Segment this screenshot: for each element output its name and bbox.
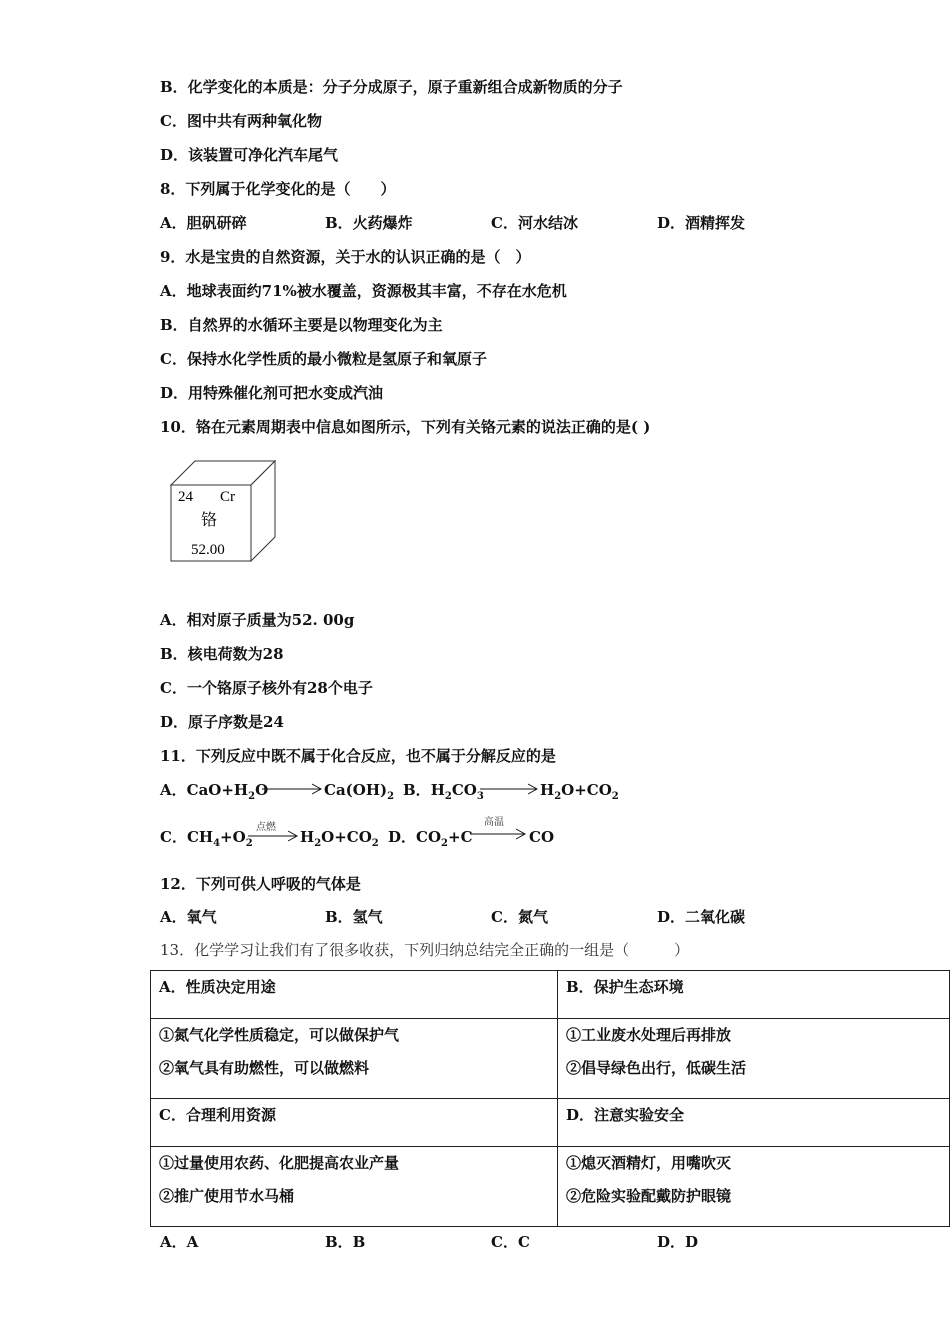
q10-option-a: A．相对原子质量为52. 00g [160,611,355,629]
q10-stem: 10．铬在元素周期表中信息如图所示，下列有关铬元素的说法正确的是( ) [160,418,651,436]
condition-ignite: 点燃 [256,822,276,833]
q8-option-a: A．胆矾研碎 [160,214,247,232]
q9-option-a: A．地球表面约71%被水覆盖，资源极其丰富，不存在水危机 [160,282,567,300]
q8-option-b: B．火药爆炸 [325,214,413,232]
table-cell-a-body: ①氮气化学性质稳定，可以做保护气 ②氧气具有助燃性，可以做燃料 [151,1019,558,1099]
q9-option-b: B．自然界的水循环主要是以物理变化为主 [160,316,443,334]
reaction-arrow-icon [262,782,324,796]
q9-option-d: D．用特殊催化剂可把水变成汽油 [160,384,384,402]
table-cell-b-body: ①工业废水处理后再排放 ②倡导绿色出行，低碳生活 [558,1019,950,1099]
q7-option-c: C．图中共有两种氧化物 [160,112,322,130]
q13-summary-table [150,970,950,1227]
element-card-chromium [170,460,276,562]
q7-option-b: B．化学变化的本质是：分子分成原子，原子重新组合成新物质的分子 [160,78,623,96]
reaction-arrow-icon [248,829,300,843]
q9-stem: 9．水是宝贵的自然资源，关于水的认识正确的是（ ） [160,248,531,266]
table-cell-c-body: ①过量使用农药、化肥提高农业产量 ②推广使用节水马桶 [151,1147,558,1227]
q12-stem: 12．下列可供人呼吸的气体是 [160,875,361,893]
q11-option-d-product: CO [529,828,555,846]
element-number: 24 [178,489,193,505]
q12-option-c: C．氮气 [491,908,548,926]
element-mass: 52.00 [191,542,225,558]
table-cell-b-head: B．保护生态环境 [558,971,950,1019]
condition-high-temperature: 高温 [484,817,504,828]
table-cell-d-head: D．注意实验安全 [558,1099,950,1147]
q9-option-c: C．保持水化学性质的最小微粒是氢原子和氧原子 [160,350,487,368]
q13-option-d: D．D [657,1233,699,1251]
q7-option-d: D．该装置可净化汽车尾气 [160,146,339,164]
q13-stem: 13．化学学习让我们有了很多收获，下列归纳总结完全正确的一组是（ ） [160,941,690,959]
q11-stem: 11．下列反应中既不属于化合反应，也不属于分解反应的是 [160,747,556,765]
element-name: 铬 [201,510,218,529]
q8-stem: 8．下列属于化学变化的是（ ） [160,180,396,198]
element-symbol: Cr [220,489,235,505]
q11-option-a-product: $Ca(OH)_2$ [324,781,395,802]
q11-option-c: C．$CH_4+O_2$ [160,828,253,849]
reaction-arrow-icon [470,827,528,841]
reaction-arrow-icon [480,782,540,796]
q12-option-b: B．氢气 [325,908,383,926]
q11-option-c-product: $H_2O+CO_2$ [300,828,379,849]
q8-option-d: D．酒精挥发 [657,214,746,232]
q11-option-b-product: $H_2O+CO_2$ [540,781,619,802]
q13-option-b: B．B [325,1233,366,1251]
q11-option-d: D．$CO_2+C$ [388,828,473,849]
q12-option-d: D．二氧化碳 [657,908,746,926]
q8-option-c: C．河水结冰 [491,214,578,232]
q13-option-c: C．C [491,1233,530,1251]
q10-option-c: C．一个铬原子核外有28个电子 [160,679,373,697]
q10-option-d: D．原子序数是24 [160,713,284,731]
q11-option-a: A．$CaO+H_2O$ [160,781,269,802]
q10-option-b: B．核电荷数为28 [160,645,284,663]
table-cell-c-head: C．合理利用资源 [151,1099,558,1147]
q11-option-b: B．$H_2CO_3$ [403,781,484,802]
q12-option-a: A．氧气 [160,908,217,926]
q13-option-a: A．A [160,1233,199,1251]
table-cell-d-body: ①熄灭酒精灯，用嘴吹灭 ②危险实验配戴防护眼镜 [558,1147,950,1227]
table-cell-a-head: A．性质决定用途 [151,971,558,1019]
